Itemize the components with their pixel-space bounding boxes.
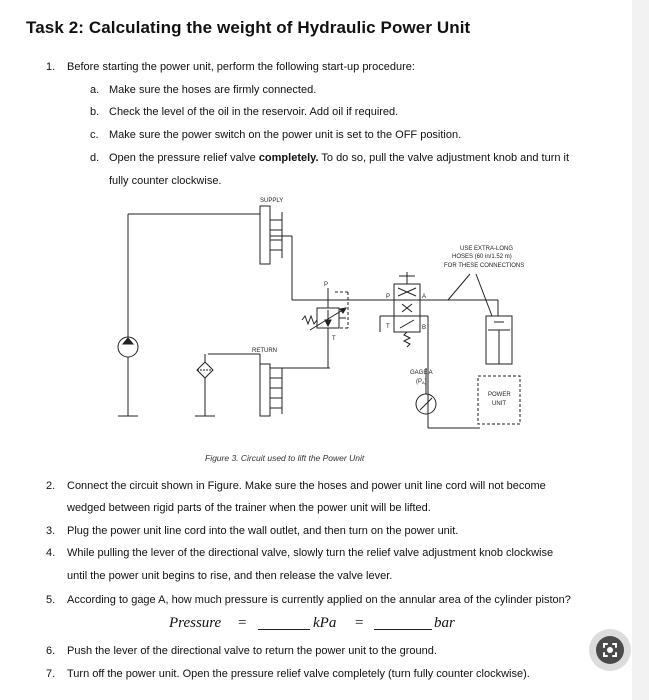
valve-spring xyxy=(404,332,410,347)
step-1d-text-post: To do so, pull the valve adjustment knob and turn it xyxy=(318,152,570,164)
step-1c-text: Make sure the power switch on the power unit is set to the OFF position. xyxy=(109,129,462,141)
step-1b-text: Check the level of the oil in the reservoir. Add oil if required. xyxy=(109,106,399,118)
formula-unit-bar: bar xyxy=(434,615,455,631)
step-6-text: Push the lever of the directional valve to return the power unit to the ground. xyxy=(67,645,437,657)
step-2-text-line2: wedged between rigid parts of the trainer when the power unit will be lifted. xyxy=(67,502,431,514)
relief-spring xyxy=(302,316,317,324)
label-relief-t: T xyxy=(332,336,336,342)
label-return: RETURN xyxy=(252,348,277,354)
step-4-number: 4. xyxy=(46,547,56,559)
step-3-number: 3. xyxy=(46,525,56,537)
label-supply: SUPPLY xyxy=(260,198,284,204)
page-title: Task 2: Calculating the weight of Hydraulic Power Unit xyxy=(26,18,471,37)
power-unit-box xyxy=(478,376,520,424)
label-valve-p: P xyxy=(386,294,391,300)
step-1d-text xyxy=(109,151,569,165)
step-1a-text: Make sure the hoses are firmly connected. xyxy=(109,84,317,96)
formula-lhs: Pressure xyxy=(169,615,222,631)
page-margin xyxy=(632,0,649,700)
step-1b-letter: b. xyxy=(90,106,100,118)
label-gage-sym xyxy=(416,379,427,385)
step-4-text-line2: until the power unit begins to rise, and then release the valve lever. xyxy=(67,570,393,582)
pressure-kpa-blank[interactable] xyxy=(258,629,310,630)
label-relief-p: P xyxy=(324,282,329,288)
step-6-number: 6. xyxy=(46,645,56,657)
label-gage-sym-main: (P xyxy=(416,379,422,385)
step-5-number: 5. xyxy=(46,594,56,606)
hose-note-line3: FOR THESE CONNECTIONS xyxy=(444,263,525,269)
step-1c-letter: c. xyxy=(90,129,99,141)
formula-equals-2: = xyxy=(355,615,364,631)
step-1-text: Before starting the power unit, perform the following start-up procedure: xyxy=(67,61,415,73)
step-7-number: 7. xyxy=(46,668,56,680)
pressure-bar-blank[interactable] xyxy=(374,629,432,630)
label-gage: GAGE A xyxy=(410,370,433,376)
step-1d-text-bold: completely. xyxy=(258,152,319,164)
step-1a-letter: a. xyxy=(90,84,100,96)
hydraulic-circuit-diagram xyxy=(110,192,550,444)
label-gage-sym-sub: A xyxy=(422,380,425,385)
label-port-b: B xyxy=(422,325,427,331)
step-7-text: Turn off the power unit. Open the pressure relief valve completely (turn fully counter clockwise). xyxy=(67,668,530,680)
label-power: POWER xyxy=(488,392,511,398)
hose-note-line2: HOSES (60 in/1.52 m) xyxy=(452,254,512,260)
step-1d-text-pre: Open the pressure relief valve xyxy=(109,152,259,164)
label-unit: UNIT xyxy=(492,401,506,407)
step-4-text: While pulling the lever of the directional valve, slowly turn the relief valve adjustment knob clockwise xyxy=(67,547,554,559)
supply-manifold xyxy=(260,206,270,264)
label-gage-sym-close: ) xyxy=(424,379,427,385)
step-3-text: Plug the power unit line cord into the wall outlet, and then turn on the power unit. xyxy=(67,525,459,537)
label-port-a: A xyxy=(422,294,427,300)
step-2-number: 2. xyxy=(46,480,56,492)
step-1-number: 1. xyxy=(46,61,56,73)
formula-equals-1: = xyxy=(238,615,247,631)
formula-unit-kpa: kPa xyxy=(313,615,337,631)
step-1d-text-line2: fully counter clockwise. xyxy=(109,175,222,187)
step-5-text: According to gage A, how much pressure is currently applied on the annular area of the cylinder piston? xyxy=(67,594,571,606)
figure-caption: Figure 3. Circuit used to lift the Power Unit xyxy=(205,453,365,463)
pump-arrow xyxy=(123,338,133,344)
return-manifold xyxy=(260,364,270,416)
hose-note-line1: USE EXTRA-LONG xyxy=(460,246,514,252)
step-2-text: Connect the circuit shown in Figure. Make sure the hoses and power unit line cord will not become xyxy=(67,480,546,492)
lens-button[interactable] xyxy=(589,629,631,671)
lens-icon xyxy=(596,636,624,664)
step-1d-letter: d. xyxy=(90,152,100,164)
label-valve-t: T xyxy=(386,324,390,330)
